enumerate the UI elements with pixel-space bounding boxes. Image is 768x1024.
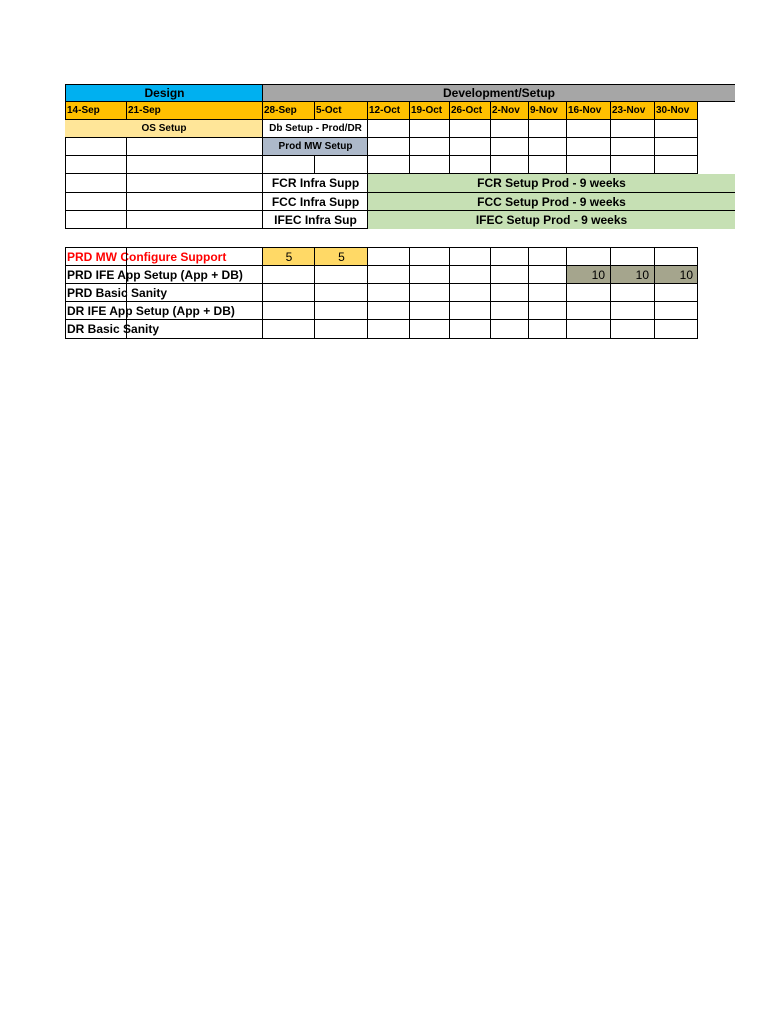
empty-cell <box>490 120 529 138</box>
empty-cell <box>610 284 655 302</box>
empty-cell <box>528 247 567 266</box>
column-divider <box>126 247 127 339</box>
empty-cell <box>566 247 611 266</box>
empty-cell <box>566 156 611 174</box>
empty-cell <box>126 211 263 229</box>
design-header: Design <box>65 84 263 102</box>
empty-cell <box>528 266 567 284</box>
empty-cell <box>610 302 655 320</box>
empty-cell <box>65 138 127 156</box>
empty-cell <box>262 284 315 302</box>
empty-cell <box>566 302 611 320</box>
support-value: 10 <box>654 266 698 284</box>
empty-cell <box>449 320 491 339</box>
db-setup-cell: Db Setup - Prod/DR <box>262 120 368 138</box>
empty-cell <box>367 266 410 284</box>
empty-cell <box>262 156 315 174</box>
empty-cell <box>610 320 655 339</box>
empty-cell <box>126 193 263 211</box>
empty-cell <box>367 156 410 174</box>
empty-cell <box>409 320 450 339</box>
empty-cell <box>528 156 567 174</box>
empty-cell <box>262 302 315 320</box>
empty-cell <box>490 320 529 339</box>
empty-cell <box>490 266 529 284</box>
support-value: 10 <box>566 266 611 284</box>
empty-cell <box>490 284 529 302</box>
empty-cell <box>367 247 410 266</box>
empty-cell <box>65 211 127 229</box>
week-header: 19-Oct <box>409 102 450 120</box>
empty-cell <box>262 320 315 339</box>
empty-cell <box>65 156 127 174</box>
empty-cell <box>654 138 698 156</box>
ifec-setup-bar: IFEC Setup Prod - 9 weeks <box>367 211 735 229</box>
support-row-label: DR IFE App Setup (App + DB) <box>65 302 263 320</box>
empty-cell <box>126 138 263 156</box>
empty-cell <box>409 120 450 138</box>
fcc-infra-supp-cell: FCC Infra Supp <box>262 193 368 211</box>
empty-cell <box>449 156 491 174</box>
empty-cell <box>654 156 698 174</box>
empty-cell <box>367 120 410 138</box>
week-header: 30-Nov <box>654 102 698 120</box>
prod-mw-setup-bar: Prod MW Setup <box>262 138 368 156</box>
empty-cell <box>367 320 410 339</box>
support-row-label: PRD MW Configure Support <box>65 247 263 266</box>
empty-cell <box>610 156 655 174</box>
empty-cell <box>490 302 529 320</box>
empty-cell <box>262 266 315 284</box>
empty-cell <box>449 302 491 320</box>
empty-cell <box>449 247 491 266</box>
fcc-setup-bar: FCC Setup Prod - 9 weeks <box>367 193 735 211</box>
empty-cell <box>654 247 698 266</box>
week-header: 23-Nov <box>610 102 655 120</box>
empty-cell <box>409 247 450 266</box>
empty-cell <box>409 266 450 284</box>
empty-cell <box>610 138 655 156</box>
week-header: 21-Sep <box>126 102 263 120</box>
os-setup-bar: OS Setup <box>65 120 263 138</box>
empty-cell <box>610 120 655 138</box>
empty-cell <box>566 284 611 302</box>
empty-cell <box>610 247 655 266</box>
empty-cell <box>65 193 127 211</box>
empty-cell <box>654 120 698 138</box>
empty-cell <box>654 284 698 302</box>
support-value: 5 <box>262 247 315 266</box>
empty-cell <box>654 302 698 320</box>
week-header: 5-Oct <box>314 102 368 120</box>
empty-cell <box>449 138 491 156</box>
empty-cell <box>490 138 529 156</box>
empty-cell <box>528 302 567 320</box>
support-row-label: DR Basic Sanity <box>65 320 263 339</box>
empty-cell <box>449 120 491 138</box>
empty-cell <box>449 284 491 302</box>
development-header: Development/Setup <box>262 84 735 102</box>
week-header: 2-Nov <box>490 102 529 120</box>
week-header: 12-Oct <box>367 102 410 120</box>
week-header: 9-Nov <box>528 102 567 120</box>
empty-cell <box>367 138 410 156</box>
empty-cell <box>490 156 529 174</box>
empty-cell <box>528 284 567 302</box>
empty-cell <box>528 120 567 138</box>
empty-cell <box>409 156 450 174</box>
week-header: 26-Oct <box>449 102 491 120</box>
empty-cell <box>490 247 529 266</box>
empty-cell <box>409 284 450 302</box>
week-header: 16-Nov <box>566 102 611 120</box>
empty-cell <box>314 266 368 284</box>
week-header: 28-Sep <box>262 102 315 120</box>
empty-cell <box>314 302 368 320</box>
empty-cell <box>367 284 410 302</box>
support-value: 5 <box>314 247 368 266</box>
empty-cell <box>409 138 450 156</box>
empty-cell <box>528 138 567 156</box>
empty-cell <box>314 156 368 174</box>
empty-cell <box>314 320 368 339</box>
week-header: 14-Sep <box>65 102 127 120</box>
empty-cell <box>314 284 368 302</box>
empty-cell <box>654 320 698 339</box>
empty-cell <box>126 156 263 174</box>
empty-cell <box>566 138 611 156</box>
empty-cell <box>566 320 611 339</box>
empty-cell <box>367 302 410 320</box>
fcr-infra-supp-cell: FCR Infra Supp <box>262 174 368 193</box>
empty-cell <box>65 174 127 193</box>
empty-cell <box>126 174 263 193</box>
empty-cell <box>528 320 567 339</box>
fcr-setup-bar: FCR Setup Prod - 9 weeks <box>367 174 735 193</box>
empty-cell <box>566 120 611 138</box>
support-row-label: PRD Basic Sanity <box>65 284 263 302</box>
empty-cell <box>449 266 491 284</box>
support-value: 10 <box>610 266 655 284</box>
support-row-label: PRD IFE App Setup (App + DB) <box>65 266 263 284</box>
empty-cell <box>409 302 450 320</box>
ifec-infra-sup-cell: IFEC Infra Sup <box>262 211 368 229</box>
